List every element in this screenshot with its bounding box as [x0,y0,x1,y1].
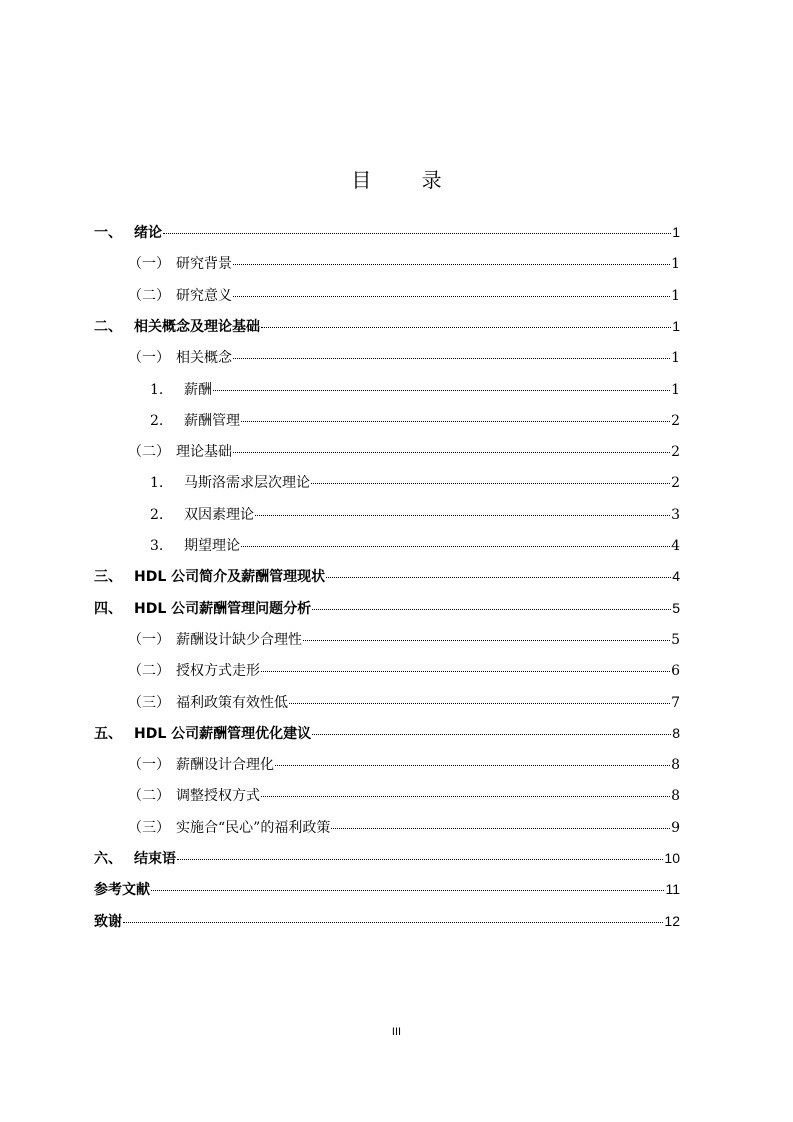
dot-leader [261,796,670,797]
toc-entry-label: 研究意义 [176,287,232,304]
toc-entry-page: 8 [672,724,680,741]
toc-entry-number: 三、 [94,569,122,586]
toc-entry-page: 3 [671,506,680,523]
toc-entry-label: 薪酬设计合理化 [176,757,274,774]
toc-entry-number: （二） [128,287,170,304]
toc-entry[interactable] [150,472,680,492]
toc-entry-label: HDL 公司简介及薪酬管理现状 [134,569,326,586]
dot-leader [331,828,670,829]
toc-entry-label: 薪酬管理 [184,412,240,429]
toc-entry-label: 实施合“民心”的福利政策 [176,819,331,836]
toc-entry-page: 1 [671,350,680,367]
toc-entry-number: （一） [128,631,170,648]
toc-entry[interactable] [128,754,680,774]
toc-entry-number: 1. [150,475,164,492]
toc-entry-label: 薪酬设计缺少合理性 [176,631,302,648]
toc-entry-number: （二） [128,663,170,680]
toc-entry-page: 7 [671,694,680,711]
toc-entry-label: 研究背景 [176,256,232,273]
dot-leader [312,734,671,735]
toc-entry-label: 调整授权方式 [176,788,260,805]
toc-entry-page: 1 [671,256,680,273]
toc-entry[interactable] [128,629,680,649]
toc-entry-page: 11 [665,881,680,898]
toc-entry-label: 授权方式走形 [176,663,260,680]
toc-entry-page: 4 [671,538,680,554]
dot-leader [233,264,670,265]
toc-entry[interactable] [128,253,680,273]
toc-entry-label: 马斯洛需求层次理论 [184,475,310,492]
dot-leader [261,671,670,672]
toc-entry-label: 参考文献 [94,882,150,899]
toc-entry-number: 一、 [94,225,122,241]
dot-leader [177,859,663,860]
toc-entry[interactable] [128,441,680,461]
toc-entry-number: （二） [128,788,170,805]
toc-entry-number: （一） [128,757,170,774]
dot-leader [151,890,664,891]
toc-entry-page: 8 [671,788,680,805]
toc-entry-page: 4 [672,568,680,585]
toc-entry-number: 六、 [94,851,122,867]
toc-entry[interactable] [94,222,680,242]
toc-entry-label: 福利政策有效性低 [176,694,288,711]
toc-entry[interactable] [128,817,680,837]
toc-entry[interactable] [128,285,680,305]
toc-entry-label: HDL 公司薪酬管理问题分析 [134,600,312,617]
dot-leader [275,765,670,766]
toc-entry[interactable] [150,504,680,524]
dot-leader [163,233,671,234]
page-number-footer: III [391,1026,402,1038]
toc-entry[interactable] [150,535,680,555]
toc-entry-page: 9 [671,819,680,836]
toc-entry-page: 2 [671,412,680,429]
toc-entry-page: 2 [671,475,680,492]
toc-entry[interactable] [150,379,680,399]
page-title: 目 录 [351,168,464,192]
dot-leader [311,483,670,484]
toc-entry-number: 四、 [94,600,122,617]
toc-entry[interactable] [128,347,680,367]
toc-entry-number: （二） [128,444,170,461]
dot-leader [123,922,663,923]
toc-entry-label: 致谢 [94,913,122,930]
dot-leader [255,515,670,516]
toc-entry-label: 双因素理论 [184,506,254,523]
dot-leader [312,609,671,610]
dot-leader [303,640,670,641]
toc-entry-label: 理论基础 [176,444,232,461]
toc-entry[interactable] [94,316,680,336]
dot-leader [233,452,670,453]
toc-entry[interactable] [128,692,680,712]
toc-entry-number: 五、 [94,725,122,742]
toc-entry[interactable] [94,879,680,899]
toc-entry[interactable] [94,911,680,931]
toc-entry-page: 1 [672,224,680,240]
toc-entry-number: 2. [150,506,164,523]
dot-leader [241,421,670,422]
toc-entry-number: 3. [150,538,164,554]
toc-entry-page: 10 [664,850,680,866]
toc-entry[interactable] [94,598,680,618]
toc-entry-number: 二、 [94,318,122,335]
toc-entry-label: HDL 公司薪酬管理优化建议 [134,725,312,742]
toc-entry-label: 绪论 [134,225,162,241]
toc-entry[interactable] [94,566,680,586]
dot-leader [233,358,670,359]
toc-entry-page: 12 [664,912,680,929]
dot-leader [289,703,670,704]
toc-entry[interactable] [94,848,680,868]
toc-entry-number: （三） [128,819,170,836]
dot-leader [261,327,671,328]
toc-entry-label: 相关概念及理论基础 [134,318,260,335]
dot-leader [233,296,670,297]
toc-entry-page: 1 [672,317,680,334]
toc-entry-page: 1 [671,287,680,304]
toc-entry-page: 5 [671,631,680,648]
toc-entry-label: 期望理论 [184,538,240,554]
dot-leader [241,546,670,547]
dot-leader [213,390,670,391]
toc-entry[interactable] [94,723,680,743]
toc-entry[interactable] [150,410,680,430]
toc-entry-number: 2. [150,412,164,429]
toc-entry-page: 2 [671,444,680,461]
toc-entry-label: 结束语 [134,851,176,867]
toc-entry-number: （一） [128,350,170,367]
toc-entry-page: 6 [671,663,680,680]
toc-entry-page: 5 [672,599,680,616]
toc-entry[interactable] [128,785,680,805]
toc-entry-number: （一） [128,256,170,273]
dot-leader [326,577,671,578]
toc-entry-label: 薪酬 [184,381,212,398]
toc-entry-page: 1 [671,381,680,398]
toc-entry-label: 相关概念 [176,350,232,367]
toc-entry-number: （三） [128,694,170,711]
toc-entry[interactable] [128,660,680,680]
toc-entry-number: 1. [150,381,164,398]
toc-entry-page: 8 [671,757,680,774]
